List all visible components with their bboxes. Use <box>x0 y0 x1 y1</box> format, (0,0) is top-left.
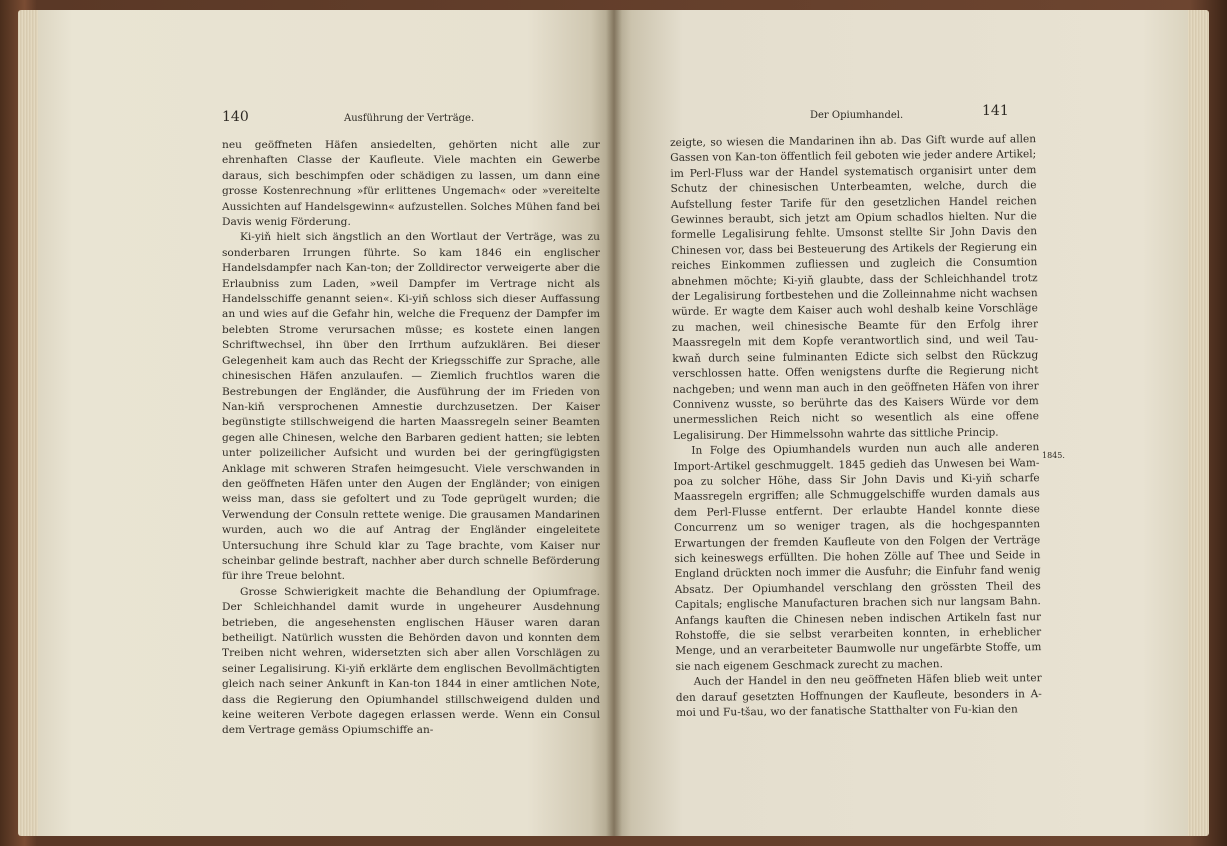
paragraph: neu geöffneten Häfen ansiedelten, gehörten nicht alle zur ehrenhaften Classe der Kaufleute. Viele machten ein Gewerbe daraus, sich beschimpfen oder schädigen zu lassen, um dann eine grosse Kostenrechnung »für erlittenes Ungemach« oder »vereitelte Aussichten auf Handelsgewinn« aufzustellen. Solches Mühen fand bei Davis wenig Förderung. <box>222 139 600 229</box>
running-head: Ausführung der Verträge. <box>344 113 475 124</box>
right-page-body <box>670 132 1042 721</box>
book-gutter <box>606 10 622 836</box>
page-number: 140 <box>222 109 249 125</box>
right-page <box>614 10 1188 836</box>
running-head: Der Opiumhandel. <box>810 110 904 121</box>
page-edges-left <box>18 10 40 836</box>
margin-note-year: 1845. <box>1042 451 1065 460</box>
paragraph: In Folge des Opiumhandels wurden nun auch alle anderen Import-Artikel geschmuggelt. 1845 gedieh das Unwesen bei Wam-poa zu solcher Höhe, dass Sir John Davis und Ki-yiň scharfe Maassregeln ergriffen; alle Schmuggelschiffe wurden damals aus dem Perl-Flusse entfernt. Der erlaubte Handel konnte diese Concurrenz um so weniger tragen, als die hochgespannten Erwartungen der fremden Kaufleute von den Folgen der Verträge sich keineswegs erfüllten. Die hohen Zölle auf Thee und Seide in England drückten noch immer die Ausfuhr; die Einfuhr fand wenig Absatz. Der Opiumhandel verschlang den grössten Theil des Capitals; englische Manufacturen brachen sich nur langsam Bahn. Anfangs kauften die Chinesen neben indischen Artikeln fast nur Rohstoffe, die sie selbst verarbeiten konnten, in erheblicher Menge, und an verarbeiteter Baumwolle nur ungefärbte Stoffe, um sie nach eigenem Geschmack zurecht zu machen. <box>673 441 1042 673</box>
left-page-body <box>222 138 600 739</box>
paragraph: Auch der Handel in den neu geöffneten Häfen blieb weit unter den darauf gesetzten Hoffnungen der Kaufleute, besonders in A-moi und Fu-tšau, wo der fanatische Statthalter von Fu-kian den <box>675 672 1042 719</box>
page-number: 141 <box>982 103 1009 119</box>
paragraph: Ki-yiň hielt sich ängstlich an den Wortlaut der Verträge, was zu sonderbaren Irrungen führte. So kam 1846 ein englischer Handelsdampfer nach Kan-ton; der Zolldirector verweigerte aber die Erlaubniss zum Laden, »weil Dampfer im Vertrage nicht als Handelsschiffe genannt seien«. Ki-yiň schloss sich dieser Auffassung an und wies auf die Gefahr hin, welche die Frequenz der Dampfer im belebten Strome verursachen müsse; es kostete einen langen Schriftwechsel, ihn über den Irrthum aufzuklären. Bei dieser Gelegenheit kam auch das Recht der Kriegsschiffe zur Sprache, alle chinesischen Häfen anzulaufen. — Ziemlich fruchtlos waren die Bestrebungen der Engländer, die Ausführung der im Frieden von Nan-kiň versprochenen Amnestie durchzusetzen. Der Kaiser begünstigte stillschweigend die harten Maassregeln seiner Beamten gegen alle Chinesen, welche den Barbaren gedient hatten; sie lebten unter polizeilicher Aufsicht und wurden bei der geringfügigsten Anklage mit schweren Strafen heimgesucht. Viele verschwanden in den geöffneten Häfen unter den Augen der Engländer; von einigen weiss man, dass sie gefoltert und zu Tode geprügelt wurden; die Verwendung der Consuln rettete wenige. Die grausamen Mandarinen wurden, auch wo die auf Antrag der Engländer eingeleitete Untersuchung ihre Schuld klar zu Tage brachte, vom Kaiser nur scheinbar gelinde bestraft, nachher aber durch schnelle Beförderung für ihre Treue belohnt. <box>222 231 600 583</box>
left-page <box>38 10 614 836</box>
paragraph: zeigte, so wiesen die Mandarinen ihn ab. Das Gift wurde auf allen Gassen von Kan-ton öffentlich feil geboten wie jeder andere Artikel; im Perl-Fluss war der Handel systematisch organisirt unter dem Schutz der chinesischen Unterbeamten, welche, durch die Aufstellung fester Tarife für den gesetzlichen Handel reichen Gewinnes beraubt, sich jetzt am Opium schadlos hielten. Nur die formelle Legalisirung fehlte. Umsonst stellte Sir John Davis den Chinesen vor, dass bei Besteuerung des Artikels der Regierung ein reiches Einkommen zufliessen und zugleich die Consumtion abnehmen möchte; Ki-yiň glaubte, dass der Schleichhandel trotz der Legalisirung fortbestehen und die Zolleinnahme nicht wachsen würde. Er wagte dem Kaiser auch wohl deshalb keine Vorschläge zu machen, weil chinesische Beamte für den Erfolg ihrer Maassregeln mit dem Kopfe verantwortlich sind, und weil Tau-kwaň durch seine fulminanten Edicte sich selbst den Rückzug verschlossen hatte. Offen wenigstens durfte die Regierung nicht nachgeben; und wenn man auch in den geöffneten Häfen von ihrer Connivenz wusste, so berührte das des Kaisers Würde vor dem unermesslichen Reich nicht so wesentlich als eine offene Legalisirung. Der Himmelssohn wahrte das sittliche Princip. <box>670 133 1040 442</box>
paragraph: Grosse Schwierigkeit machte die Behandlung der Opiumfrage. Der Schleichhandel damit wurde in ungeheurer Ausdehnung betrieben, die angesehensten englischen Häuser waren daran betheiligt. Natürlich wussten die Behörden davon und konnten dem Treiben nicht wehren, widersetzten sich aber allen Vorschlägen zu seiner Legalisirung. Ki-yiň erklärte dem englischen Bevollmächtigten gleich nach seiner Ankunft in Kan-ton 1844 in einer amtlichen Note, dass die Regierung den Opiumhandel stillschweigend dulden und keine weiteren Verbote dagegen erlassen werde. Wenn ein Consul dem Vertrage gemäss Opiumschiffe an- <box>222 585 600 737</box>
page-edges-right <box>1187 10 1209 836</box>
